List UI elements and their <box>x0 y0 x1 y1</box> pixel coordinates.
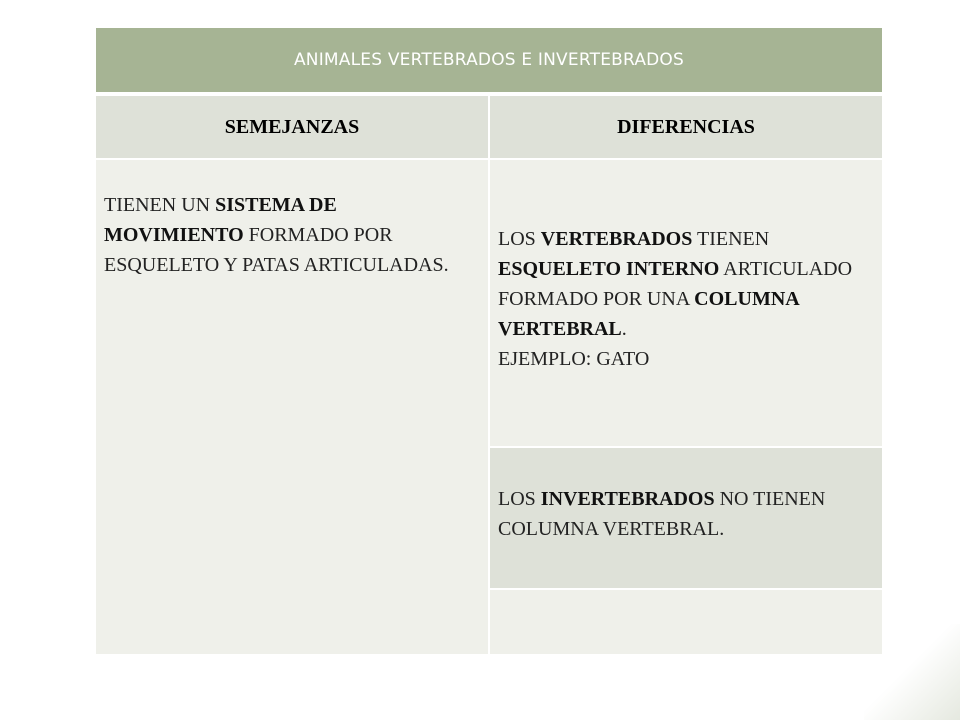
text-run: LOS <box>498 228 541 250</box>
invertebrados-text <box>498 484 870 544</box>
table-header-row <box>96 96 882 158</box>
bold-run: INVERTEBRADOS <box>540 488 715 510</box>
header-diferencias: DIFERENCIAS <box>490 96 882 158</box>
table-body <box>96 160 882 654</box>
text-run: TIENEN <box>692 228 770 250</box>
empty-cell <box>490 590 882 654</box>
diferencias-vertebrados-cell <box>490 160 882 446</box>
vertebrados-text <box>498 224 870 374</box>
bold-run: COLUMNA VERTEBRAL <box>498 288 799 340</box>
semejanzas-cell <box>96 160 488 654</box>
bold-run: SISTEMA DE MOVIMIENTO <box>104 194 337 246</box>
diferencias-invertebrados-cell <box>490 448 882 588</box>
text-run: LOS <box>498 488 541 510</box>
text-run: NO TIENEN COLUMNA VERTEBRAL. <box>498 488 826 540</box>
table-title <box>96 28 882 92</box>
table-title-text: ANIMALES VERTEBRADOS E INVERTEBRADOS <box>293 50 685 70</box>
semejanzas-text <box>104 190 464 280</box>
header-semejanzas: SEMEJANZAS <box>96 96 488 158</box>
bold-run: VERTEBRADOS <box>540 228 693 250</box>
example-text: EJEMPLO: GATO <box>498 348 650 370</box>
text-run: TIENEN UN <box>104 194 216 216</box>
text-run: FORMADO POR ESQUELETO Y PATAS ARTICULADAS. <box>104 224 449 276</box>
text-run: ARTICULADO FORMADO POR UNA <box>498 258 853 310</box>
text-run: . <box>621 318 627 340</box>
bold-run: ESQUELETO INTERNO <box>498 258 720 280</box>
